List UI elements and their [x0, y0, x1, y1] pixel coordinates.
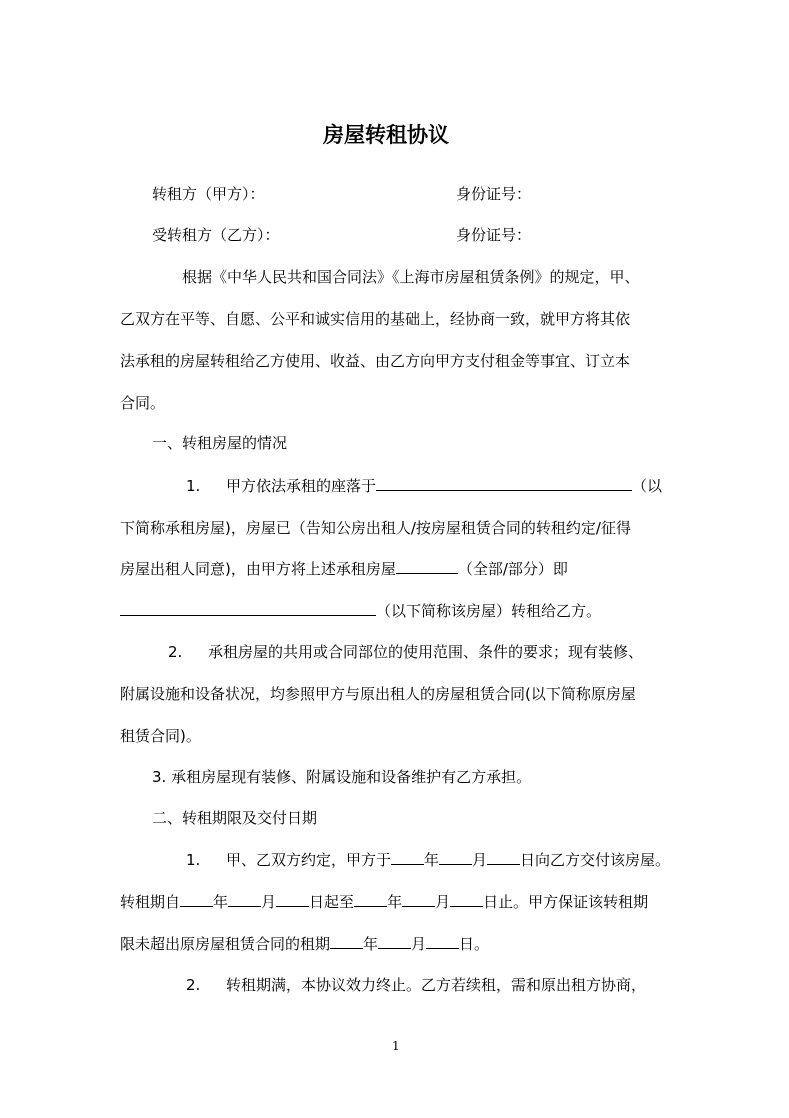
s1-item-2-line-3: 租赁合同)。	[120, 727, 201, 745]
term-from-text: 转租期自	[120, 893, 181, 911]
end-month-blank	[402, 892, 435, 907]
month-label: 月	[261, 893, 277, 911]
end-year-blank	[354, 892, 387, 907]
lease-year-blank	[330, 934, 363, 949]
preamble-line-4: 合同。	[120, 394, 166, 412]
month-label: 月	[411, 935, 427, 953]
start-year-blank	[180, 892, 213, 907]
s1-item-2-number: 2.	[168, 643, 183, 661]
lease-day-blank	[426, 934, 459, 949]
end-day-blank	[450, 892, 483, 907]
preamble-line-2: 乙双方在平等、自愿、公平和诚实信用的基础上，经协商一致，就甲方将其依	[120, 310, 631, 328]
year-label: 年	[213, 893, 229, 911]
s1-item-1-line-4	[120, 601, 601, 621]
s1-item-1-text-b: （以	[632, 477, 663, 495]
s1-item-1-line-2: 下简称承租房屋)，房屋已（告知公房出租人/按房屋租赁合同的转租约定/征得	[120, 519, 631, 537]
party-b-id-label: 身份证号：	[456, 226, 532, 244]
s2-item-1-line-1	[226, 850, 670, 870]
year-label: 年	[363, 935, 379, 953]
start-month-blank	[228, 892, 261, 907]
from-label: 日起至	[309, 893, 355, 911]
s1-item-2-line-2: 附属设施和设备状况，均参照甲方与原出租人的房屋租赁合同(以下简称原房屋	[120, 685, 636, 703]
party-b-label: 受转租方（乙方）：	[152, 226, 280, 244]
document-title: 房屋转租协议	[323, 122, 449, 147]
section-1-heading: 一、转租房屋的情况	[152, 434, 288, 452]
page-number: 1	[392, 1039, 400, 1053]
s1-item-1-line-3-a: 房屋出租人同意)，由甲方将上述承租房屋	[120, 560, 396, 578]
lease-month-blank	[378, 934, 411, 949]
day-label-end: 日。	[459, 935, 490, 953]
year-label: 年	[387, 893, 403, 911]
s1-item-1-line-3-b: （全部/部分）即	[457, 560, 568, 578]
s1-item-1-line-4-text: （以下简称该房屋）转租给乙方。	[376, 602, 602, 620]
lease-term-text: 限未超出原房屋租赁合同的租期	[120, 935, 331, 953]
until-label: 日止。甲方保证该转租期	[483, 893, 649, 911]
s1-item-1-line-3	[120, 559, 568, 579]
address-blank	[376, 476, 632, 491]
s1-item-2-line-1: 承租房屋的共用或合同部位的使用范围、条件的要求；现有装修、	[208, 643, 644, 661]
day-label-handover: 日向乙方交付该房屋。	[520, 851, 671, 869]
section-2-heading: 二、转租期限及交付日期	[152, 809, 318, 827]
start-day-blank	[276, 892, 309, 907]
preamble-line-1: 根据《中华人民共和国合同法》《上海市房屋租赁条例》的规定，甲、	[182, 268, 640, 286]
s1-item-3: 3. 承租房屋现有装修、附属设施和设备维护有乙方承担。	[152, 768, 532, 786]
s2-l1-text: 甲、乙双方约定，甲方于	[226, 851, 392, 869]
portion-blank	[396, 559, 458, 574]
premises-blank	[120, 601, 376, 616]
s2-item-1-line-3	[120, 934, 489, 954]
s2-item-2-number: 2.	[186, 976, 201, 994]
s2-item-2-line-1: 转租期满，本协议效力终止。乙方若续租，需和原出租方协商，	[226, 976, 647, 994]
year-label: 年	[424, 851, 440, 869]
s1-item-1-number: 1.	[186, 477, 201, 495]
s2-item-1-number: 1.	[186, 851, 201, 869]
s1-item-1-line-1	[226, 476, 662, 496]
s1-item-1-text-a: 甲方依法承租的座落于	[226, 477, 377, 495]
handover-day-blank	[487, 850, 520, 865]
party-a-label: 转租方（甲方）：	[152, 185, 265, 203]
handover-month-blank	[439, 850, 472, 865]
preamble-line-3: 法承租的房屋转租给乙方使用、收益、由乙方向甲方支付租金等事宜、订立本	[120, 352, 631, 370]
party-a-id-label: 身份证号：	[456, 185, 532, 203]
s2-item-1-line-2	[120, 892, 648, 912]
month-label: 月	[435, 893, 451, 911]
handover-year-blank	[391, 850, 424, 865]
month-label: 月	[472, 851, 488, 869]
